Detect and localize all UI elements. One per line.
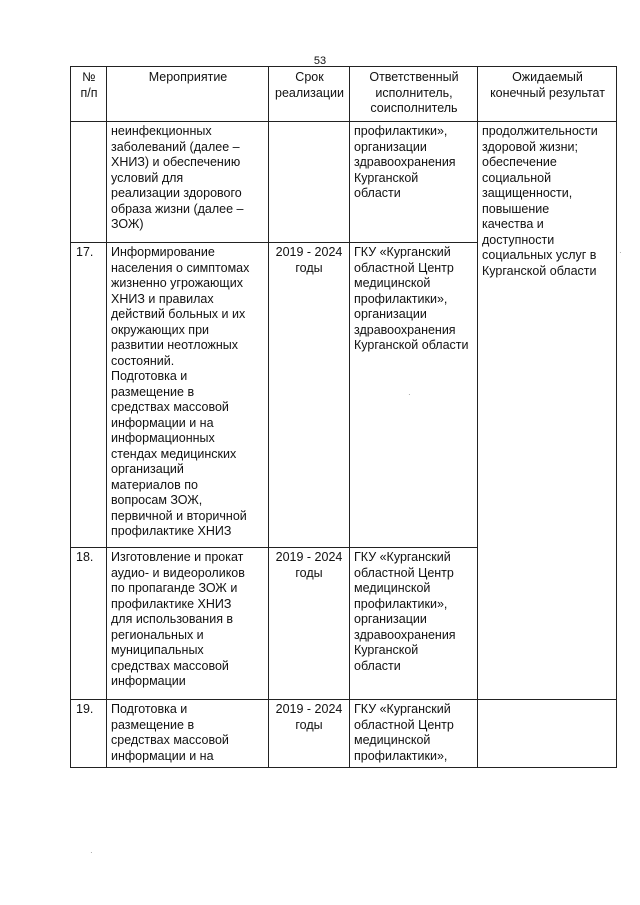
table-row <box>71 700 617 768</box>
cell-responsible: профилактики», организации здравоохранения Курганской области <box>350 122 478 243</box>
cell-responsible: ГКУ «Курганский областной Центр медицинской профилактики», организации здравоохранения Курганской области <box>350 243 478 548</box>
cell-event: неинфекционных заболеваний (далее – ХНИЗ) и обеспечению условий для реализации здорового образа жизни (далее – ЗОЖ) <box>107 122 269 243</box>
events-table <box>70 66 617 768</box>
cell-number <box>71 122 107 243</box>
cell-expected-result-empty <box>478 700 617 768</box>
page-number: 53 <box>313 55 327 67</box>
cell-term: 2019 - 2024 годы <box>269 700 350 768</box>
header-responsible: Ответственный исполнитель, соисполнитель <box>350 67 478 122</box>
table-row-continuation <box>71 122 617 243</box>
header-number: № п/п <box>71 67 107 122</box>
table-header-row <box>71 67 617 122</box>
header-expected-result: Ожидаемый конечный результат <box>478 67 617 122</box>
scan-speck: · <box>619 248 622 257</box>
cell-number: 19. <box>71 700 107 768</box>
header-event: Мероприятие <box>107 67 269 122</box>
scan-speck: · <box>90 848 93 857</box>
cell-term: 2019 - 2024 годы <box>269 243 350 548</box>
cell-event: Изготовление и прокат аудио- и видеороликов по пропаганде ЗОЖ и профилактике ХНИЗ для использования в региональных и муниципальных средствах массовой информации <box>107 548 269 700</box>
cell-number: 18. <box>71 548 107 700</box>
cell-term <box>269 122 350 243</box>
scan-speck: · <box>408 390 411 399</box>
cell-responsible: ГКУ «Курганский областной Центр медицинской профилактики», <box>350 700 478 768</box>
cell-responsible: ГКУ «Курганский областной Центр медицинской профилактики», организации здравоохранения Курганской области <box>350 548 478 700</box>
header-term: Срок реализации <box>269 67 350 122</box>
cell-number: 17. <box>71 243 107 548</box>
cell-event: Подготовка и размещение в средствах массовой информации и на <box>107 700 269 768</box>
cell-term: 2019 - 2024 годы <box>269 548 350 700</box>
cell-event: Информирование населения о симптомах жизненно угрожающих ХНИЗ и правилах действий больных и их окружающих при развитии неотложных состояний. Подготовка и размещение в средствах массовой информации и на информационных стендах медицинских организаций материалов по вопросам ЗОЖ, первичной и вторичной профилактике ХНИЗ <box>107 243 269 548</box>
cell-expected-result: продолжительности здоровой жизни; обеспечение социальной защищенности, повышение качества и доступности социальных услуг в Курганской области <box>478 122 617 700</box>
